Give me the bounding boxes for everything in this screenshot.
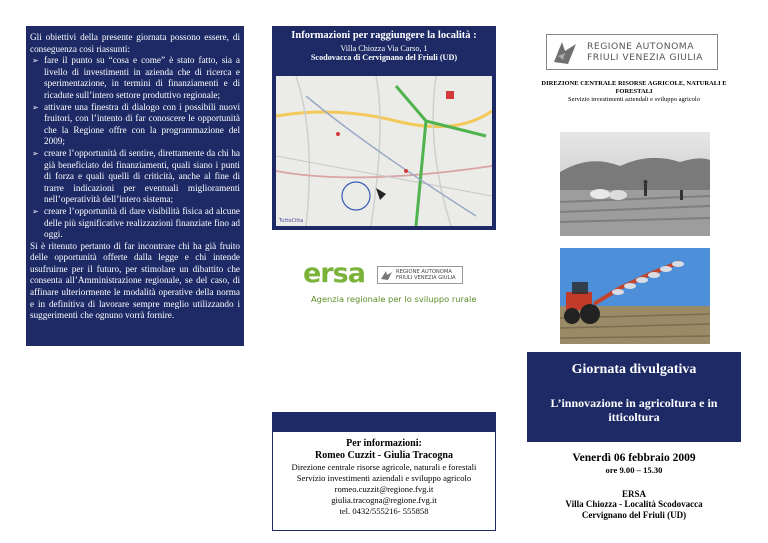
contact-names: Romeo Cuzzit - Giulia Tracogna	[315, 450, 453, 461]
contact-box	[272, 412, 496, 531]
region-logo-text: REGIONE AUTONOMA FRIULI VENEZIA GIULIA	[587, 41, 703, 63]
objectives-closing: Si è ritenuto pertanto di far incontrare chi ha già fruito delle opportunità offerte dalla legge e chi intende usufruirne per il futuro, per stimolare un dibattito che consenta all’Amministrazione regionale, se del caso, di affinare ulteriormente le modalità operative della norma e in definitiva di lavorare sempre meglio utilizzando i suggerimenti che ognuno vorrà fornire.	[30, 240, 240, 321]
directions-address-line1: Villa Chiozza Via Carso, 1	[340, 44, 428, 53]
event-title-box	[527, 352, 741, 442]
direzione-line1: DIREZIONE CENTRALE RISORSE AGRICOLE, NATURALI E FORESTALI	[541, 80, 727, 95]
ersa-region-text: REGIONE AUTONOMA FRIULI VENEZIA GIULIA	[396, 269, 456, 281]
objective-item: ➢ creare l’opportunità di dare visibilità fisica ad alcune delle più significative realizzazioni finanziate fino ad oggi.	[44, 206, 240, 241]
objectives-box	[26, 26, 244, 346]
location-map	[276, 76, 492, 226]
objectives-intro: Gli obiettivi della presente giornata possono essere, di conseguenza così riassunti:	[30, 32, 240, 54]
contact-email[interactable]: giulia.tracogna@regione.fvg.it	[331, 495, 437, 505]
photo-modern-tractor	[560, 248, 710, 344]
event-venue-line1: Villa Chiozza - Località Scodovacca	[565, 499, 703, 509]
historic-field-image	[560, 132, 710, 236]
directions-address-line2: Scodovacca di Cervignano del Friuli (UD)	[310, 53, 458, 62]
ersa-region-mini-logo	[377, 266, 463, 284]
event-organizer: ERSA	[621, 489, 646, 499]
contact-email[interactable]: romeo.cuzzit@regione.fvg.it	[334, 484, 434, 494]
ersa-tagline: Agenzia regionale per lo sviluppo rurale	[311, 294, 477, 304]
objective-item: ➢ attivare una finestra di dialogo con i possibili nuovi fruitori, con l’intento di far conoscere le opportunità che la Regione offre con la programmazione del 2009;	[44, 102, 240, 148]
region-logo	[546, 34, 718, 70]
direzione-heading	[524, 80, 744, 104]
objectives-list	[30, 55, 240, 241]
event-subtitle: L’innovazione in agricoltura e in itticoltura	[550, 396, 718, 424]
event-details	[527, 452, 741, 521]
ersa-wordmark: ersa	[303, 258, 365, 289]
event-title: Giornata divulgativa	[571, 362, 697, 377]
map-credit: TuttoCitta	[279, 218, 304, 224]
direzione-line2: Servizio investimenti aziendali e sviluppo agricolo	[568, 96, 700, 103]
directions-title: Informazioni per raggiungere la località :	[291, 30, 477, 41]
contact-heading: Per informazioni:	[346, 438, 422, 449]
directions-box	[272, 26, 496, 230]
event-venue-line2: Cervignano del Friuli (UD)	[581, 510, 687, 520]
event-date: Venerdì 06 febbraio 2009	[572, 452, 696, 464]
event-hours: ore 9.00 – 15.30	[605, 465, 663, 475]
eagle-icon	[380, 269, 393, 281]
contact-line: Direzione centrale risorse agricole, naturali e forestali	[291, 462, 477, 472]
map-graphic	[276, 76, 492, 226]
eagle-icon	[552, 38, 578, 66]
tractor-image	[560, 248, 710, 344]
objective-item: ➢ fare il punto su “cosa e come” è stato fatto, sia a livello di investimenti in azienda che di ricerca e sperimentazione, in termini di finanziamenti e di ricadute sull’intero settore produttivo regionale;	[44, 55, 240, 101]
objectives-bottom-band	[26, 326, 244, 346]
photo-historic-plowing	[560, 132, 710, 236]
objective-item: ➢ creare l’opportunità di sentire, direttamente da chi ha già beneficiato dei finanziamenti, quali siano i punti di forza e quali quelli di criticità, anche al fine di trarre indicazioni per eventuali miglioramenti nell’operatività dell’intero sistema;	[44, 148, 240, 206]
contact-phone: tel. 0432/555216- 555858	[339, 506, 429, 516]
ersa-logo	[303, 258, 477, 308]
contact-line: Servizio investimenti aziendali e sviluppo agricolo	[296, 473, 472, 483]
